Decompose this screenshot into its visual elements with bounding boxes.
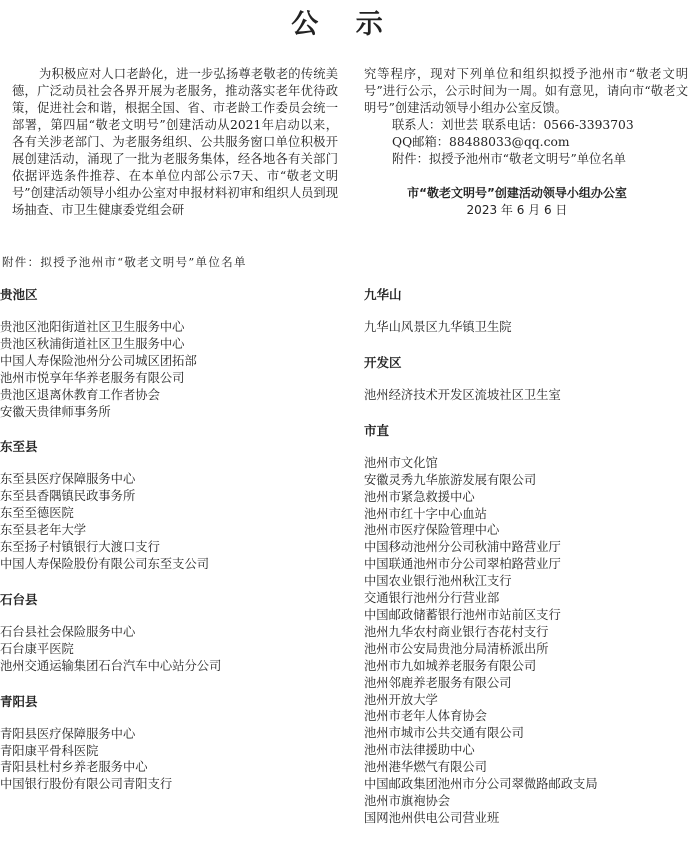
notice-title: 公 示 [291, 9, 397, 40]
unit-list [0, 624, 340, 675]
unit-list [0, 319, 340, 420]
unit-item: 东至县香隅镇民政事务所 [0, 489, 136, 504]
unit-list [0, 726, 340, 794]
unit-item: 贵池区池阳街道社区卫生服务中心 [0, 320, 185, 334]
notice-body-left: 为积极应对人口老龄化，进一步弘扬尊老敬老的传统美德，广泛动员社会各界开展为老服务，推动落实老年优待政策，促进社会和谐，根据全国、省、市老龄工作委员会统一部署，第四届“敬老文明号”创建活动从2021年启动以来，各有关涉老部门、为老服务组织、公共服务窗口单位积极开展创建活动，涌现了一批为老服务集体，经各地各有关部门依据评选条件推荐、在本单位内部公示7天、市“敬老文明号”创建活动领导小组办公室对申报材料初审和组织人员到现场抽查、市卫生健康委党组会研 [12, 67, 339, 217]
section-heading: 开发区 [364, 354, 402, 370]
unit-item: 池州开放大学 [364, 692, 438, 707]
section-heading: 九华山 [364, 287, 402, 302]
unit-item: 石台县社会保险服务中心 [0, 624, 136, 639]
unit-item: 池州经济技术开发区流坡社区卫生室 [364, 387, 561, 402]
unit-item: 石台康平医院 [0, 641, 74, 656]
unit-list [364, 387, 688, 404]
signature-organization: 市“敬老文明号”创建活动领导小组办公室 [407, 186, 627, 200]
unit-item: 中国人寿保险池州分公司城区团拓部 [0, 353, 197, 368]
section-heading: 贵池区 [0, 287, 38, 302]
unit-list [364, 319, 688, 336]
section-heading: 市直 [364, 422, 390, 438]
unit-item: 青阳县杜村乡养老服务中心 [0, 760, 148, 775]
unit-item: 中国联通池州市分公司翠柏路营业厅 [364, 557, 561, 572]
unit-item: 东至至德医院 [0, 506, 74, 521]
unit-list [0, 471, 340, 572]
section-heading: 青阳县 [0, 693, 38, 709]
unit-item: 池州市老年人体育协会 [364, 709, 487, 724]
unit-item: 池州市紧急救援中心 [364, 489, 475, 504]
unit-item: 交通银行池州分行营业部 [364, 591, 500, 606]
unit-item: 东至扬子村镇银行大渡口支行 [0, 540, 160, 555]
annex-section [364, 286, 688, 336]
annex-section [364, 354, 688, 404]
section-heading: 石台县 [0, 591, 38, 607]
unit-item: 池州市公安局贵池分局清桥派出所 [364, 641, 549, 656]
unit-item: 池州市城市公共交通有限公司 [364, 726, 524, 741]
unit-item: 池州市法律援助中心 [364, 743, 475, 758]
unit-item: 池州邻鹿养老服务有限公司 [364, 675, 512, 690]
unit-item: 青阳县医疗保障服务中心 [0, 726, 136, 741]
unit-item: 池州交通运输集团石台汽车中心站分公司 [0, 658, 222, 673]
unit-item: 池州九华农村商业银行杏花村支行 [364, 624, 549, 639]
unit-item: 池州市旗袍协会 [364, 793, 451, 808]
unit-item: 中国农业银行池州秋江支行 [364, 574, 512, 589]
unit-item: 中国银行股份有限公司青阳支行 [0, 777, 173, 792]
unit-item: 青阳康平骨科医院 [0, 743, 99, 758]
annex-left-column [0, 286, 340, 811]
unit-item: 东至县老年大学 [0, 523, 87, 538]
annex-section [0, 693, 340, 794]
unit-item: 中国邮政储蓄银行池州市站前区支行 [364, 607, 561, 622]
unit-item: 九华山风景区九华镇卫生院 [364, 320, 512, 334]
unit-item: 池州市文化馆 [364, 455, 438, 470]
annex-section [0, 286, 340, 420]
notice-body-right: 究等程序，现对下列单位和组织拟授予池州市“敬老文明号”进行公示，公示时间为一周。如有意见，请向市“敬老文明号”创建活动领导小组办公室反馈。 [364, 67, 688, 115]
unit-item: 中国邮政集团池州市分公司翠微路邮政支局 [364, 777, 598, 792]
unit-item: 东至县医疗保障服务中心 [0, 472, 136, 487]
annex-section [0, 591, 340, 675]
unit-item: 国网池州供电公司营业班 [364, 810, 500, 825]
unit-item: 池州市红十字中心血站 [364, 506, 487, 521]
qq-email-line: QQ邮箱：88488033@qq.com [392, 135, 570, 149]
unit-item: 池州市悦享年华养老服务有限公司 [0, 370, 185, 385]
unit-item: 中国移动池州分公司秋浦中路营业厅 [364, 540, 561, 555]
signature-date: 2023 年 6 月 6 日 [466, 203, 568, 217]
annex-section [364, 422, 688, 827]
attachment-line: 附件：拟授予池州市“敬老文明号”单位名单 [392, 152, 626, 166]
unit-list [364, 455, 688, 827]
unit-item: 安徽天贵律师事务所 [0, 404, 111, 419]
unit-item: 中国人寿保险股份有限公司东至支公司 [0, 556, 210, 571]
section-heading: 东至县 [0, 439, 38, 455]
annex-section [0, 438, 340, 572]
unit-item: 贵池区秋浦街道社区卫生服务中心 [0, 336, 185, 351]
annex-right-column [364, 286, 688, 845]
annex-heading: 附件：拟授予池州市“敬老文明号”单位名单 [2, 255, 247, 269]
unit-item: 安徽灵秀九华旅游发展有限公司 [364, 472, 537, 487]
unit-item: 贵池区退离休教育工作者协会 [0, 387, 160, 402]
unit-item: 池州市九如城养老服务有限公司 [364, 658, 537, 673]
contact-line: 联系人：刘世芸 联系电话：0566-3393703 [392, 118, 634, 132]
unit-item: 池州市医疗保险管理中心 [364, 523, 500, 538]
unit-item: 池州港华燃气有限公司 [364, 760, 487, 775]
